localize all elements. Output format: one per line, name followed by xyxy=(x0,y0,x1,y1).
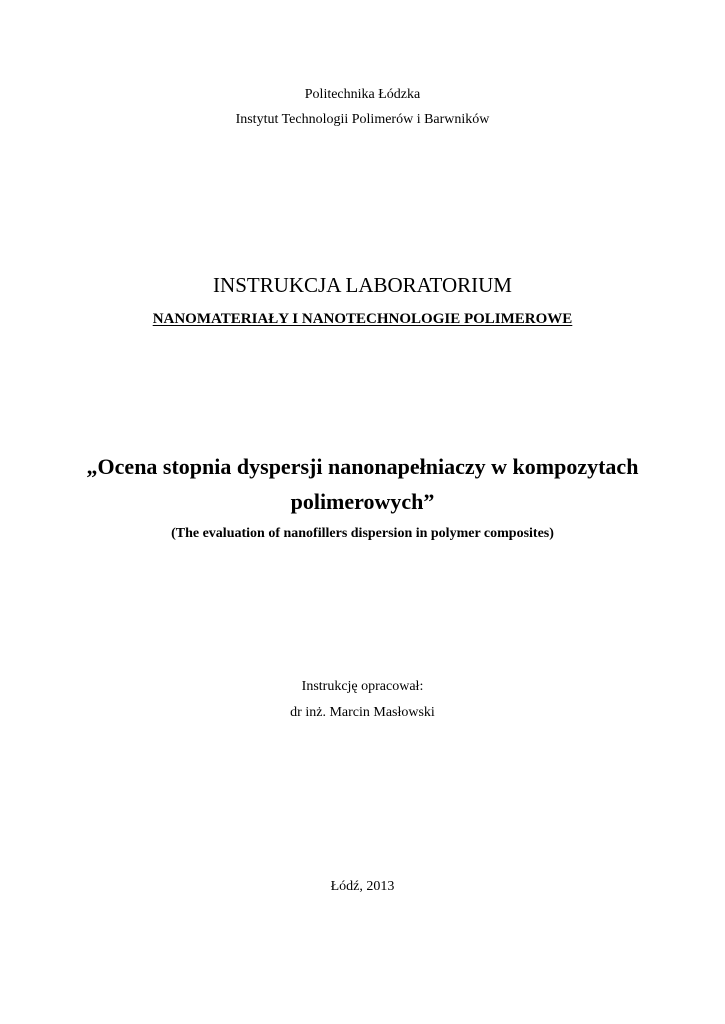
university-name: Politechnika Łódzka xyxy=(304,87,421,102)
author-name: dr inż. Marcin Masłowski xyxy=(290,705,435,720)
course-subject: NANOMATERIAŁY I NANOTECHNOLOGIE POLIMEROWE xyxy=(152,311,573,327)
topic-title-line-2: polimerowych” xyxy=(290,489,435,514)
topic-english-translation: (The evaluation of nanofillers dispersion in polymer composites) xyxy=(171,526,554,541)
topic-title-line-1: „Ocena stopnia dyspersji nanonapełniaczy w kompozytach xyxy=(86,454,639,479)
document-title: INSTRUKCJA LABORATORIUM xyxy=(213,273,512,297)
author-label: Instrukcję opracował: xyxy=(301,679,424,694)
institute-name: Instytut Technologii Polimerów i Barwników xyxy=(235,112,490,127)
place-and-date: Łódź, 2013 xyxy=(330,879,395,894)
